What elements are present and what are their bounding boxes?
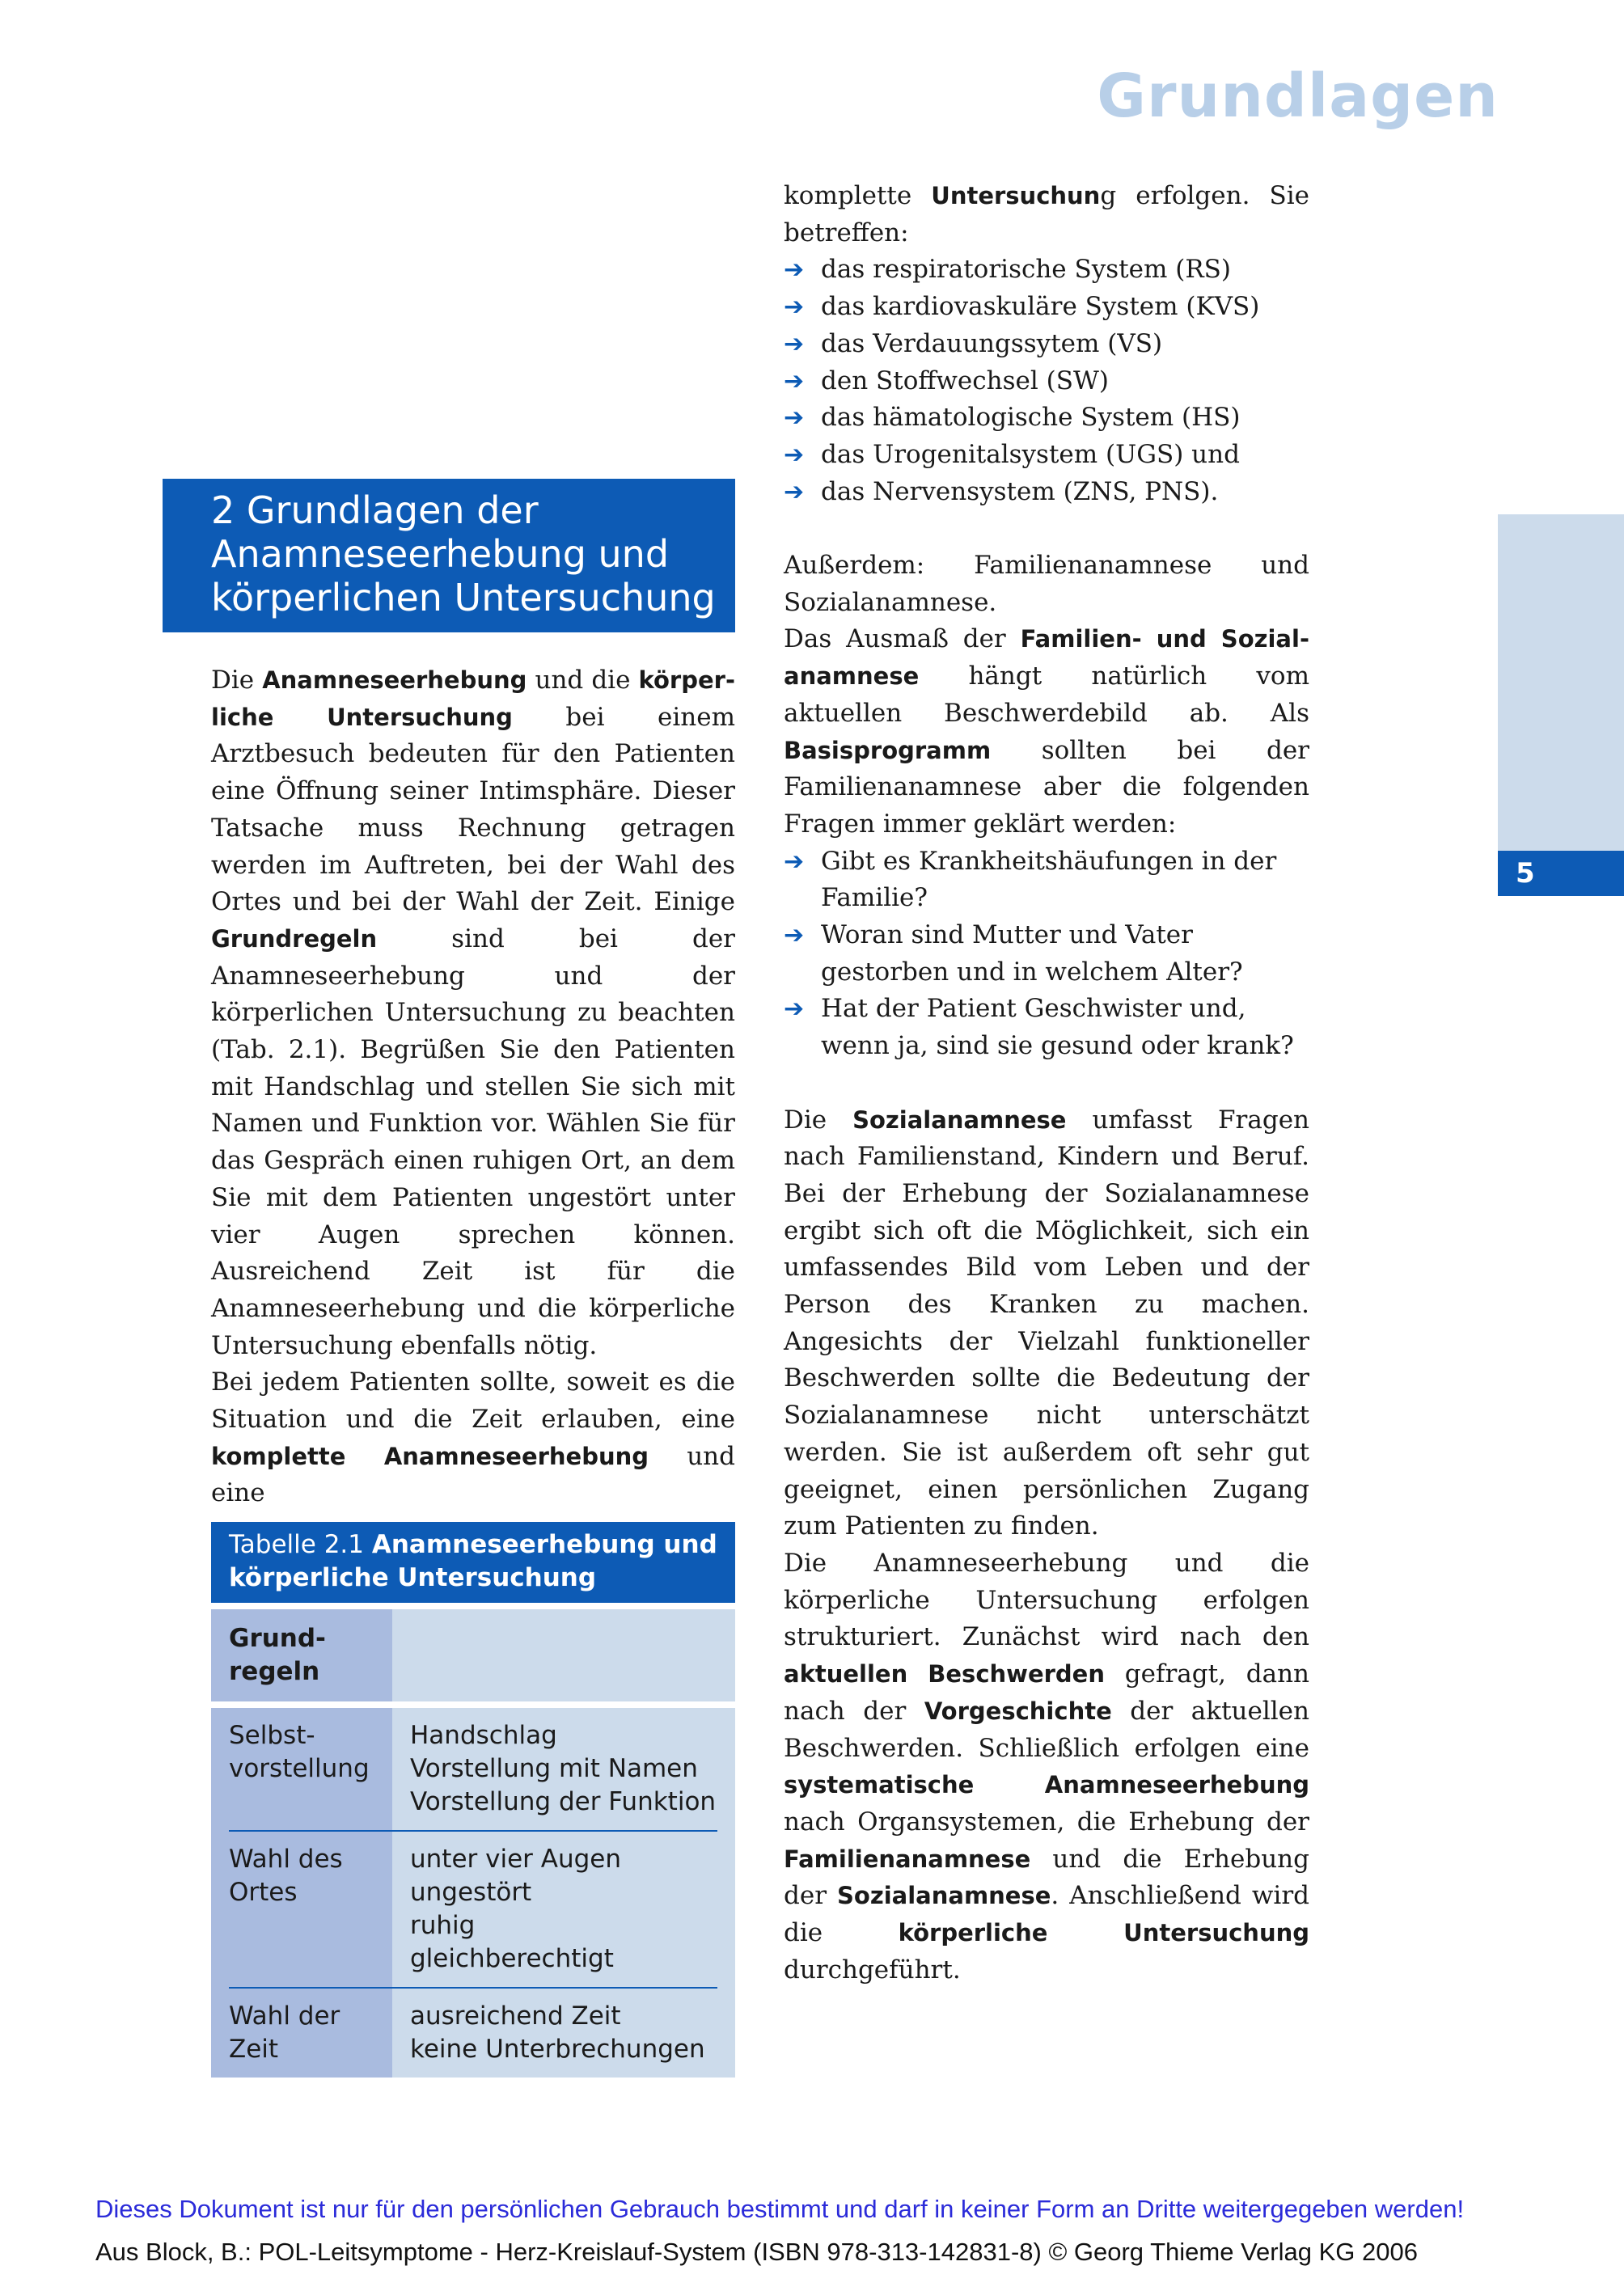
list-item: ➔ das Urogenitalsystem (UGS) und xyxy=(784,437,1309,474)
table-cell-item: unter vier Augen xyxy=(410,1845,622,1874)
arrow-right-icon: ➔ xyxy=(784,293,805,322)
left-column xyxy=(211,662,735,1512)
intro-paragraph: Die Anamneseerhebung und die körper-liche Untersuchung bei einem Arztbesuch bedeuten für den Patienten eine Öffnung seiner Intimsphäre. Dieser Tatsache muss Rechnung getragen werden im Auftreten, bei der Wahl des Ortes und bei der Wahl der Zeit. Einige Grundregeln sind bei der Anamneseerhebung und der körperlichen Untersuchung zu beachten (Tab. 2.1). Begrüßen Sie den Patienten mit Handschlag und stellen Sie sich mit Namen und Funktion vor. Wählen Sie für das Gespräch einen ruhigen Ort, an dem Sie mit dem Patienten ungestört unter vier Augen sprechen können. Ausreichend Zeit ist für die Anamneseerhebung und die körperliche Untersuchung ebenfalls nötig. xyxy=(211,666,735,1360)
footer-source: Aus Block, B.: POL-Leitsymptome - Herz-Kreislauf-System (ISBN 978-313-142831-8) © Georg Thieme Verlag KG 2006 xyxy=(95,2238,1418,2266)
list-item: ➔ das hämatologische System (HS) xyxy=(784,399,1309,437)
arrow-right-icon: ➔ xyxy=(784,329,805,358)
family-social-paragraph: Das Ausmaß der Familien- und Sozial-anamnese hängt natürlich vom aktuellen Beschwerdebild ab. Als Basisprogramm sollten bei der Familienanamnese aber die folgenden Fragen immer geklärt werden: xyxy=(784,624,1309,839)
chapter-title-line: körperlichen Untersuchung xyxy=(211,576,716,619)
list-item: ➔ das kardiovaskuläre System (KVS) xyxy=(784,289,1309,326)
list-item: ➔ Gibt es Krankheitshäufungen in der Familie? xyxy=(784,843,1309,917)
family-questions-list xyxy=(784,843,1309,1065)
table-caption: Tabelle 2.1 Anamneseerhebung und körperliche Untersuchung xyxy=(211,1522,735,1603)
table-cell-item: ausreichend Zeit xyxy=(410,2001,621,2031)
arrow-right-icon: ➔ xyxy=(784,404,805,433)
chapter-heading xyxy=(163,479,735,632)
continuation-paragraph: komplette Untersuchung erfolgen. Sie betreffen: xyxy=(784,181,1309,247)
list-item: ➔ Hat der Patient Geschwister und, wenn ja, sind sie gesund oder krank? xyxy=(784,991,1309,1064)
list-item: ➔ Woran sind Mutter und Vater gestorben und in welchem Alter? xyxy=(784,917,1309,991)
table-row xyxy=(211,1989,735,2078)
table-cell-item: Handschlag xyxy=(410,1721,557,1750)
chapter-title-line: Anamneseerhebung und xyxy=(211,532,670,576)
arrow-right-icon: ➔ xyxy=(784,847,805,876)
page-number: 5 xyxy=(1498,851,1624,896)
table-row-label: Wahl des Ortes xyxy=(211,1832,392,1987)
chapter-side-tab xyxy=(1498,514,1624,851)
arrow-right-icon: ➔ xyxy=(784,995,805,1024)
right-column xyxy=(784,178,1309,1989)
table-cell-item: Vorstellung der Funktion xyxy=(410,1787,717,1816)
rules-table xyxy=(211,1522,735,2078)
table-row-label: Selbst-vorstellung xyxy=(211,1708,392,1830)
table-header-row xyxy=(211,1609,735,1701)
arrow-right-icon: ➔ xyxy=(784,366,805,395)
table-cell-item: ruhig xyxy=(410,1911,476,1940)
arrow-right-icon: ➔ xyxy=(784,256,805,285)
table-cell-item: Vorstellung mit Namen xyxy=(410,1754,698,1783)
table-cell-item: keine Unterbrechungen xyxy=(410,2035,705,2064)
table-row xyxy=(211,1708,735,1830)
arrow-right-icon: ➔ xyxy=(784,477,805,506)
list-item: ➔ den Stoffwechsel (SW) xyxy=(784,363,1309,400)
list-item: ➔ das respiratorische System (RS) xyxy=(784,252,1309,289)
structure-paragraph: Die Anamneseerhebung und die körperliche Untersuchung erfolgen strukturiert. Zunächst wird nach den aktuellen Beschwerden gefragt, dann nach der Vorgeschichte der aktuellen Beschwerden. Schließlich erfolgen eine systematische Anamneseerhebung nach Organsystemen, die Erhebung der Familienanamnese und die Erhebung der Sozialanamnese. Anschließend wird die körperliche Untersuchung durchgeführt. xyxy=(784,1548,1310,1985)
table-row xyxy=(211,1832,735,1987)
footer-warning: Dieses Dokument ist nur für den persönlichen Gebrauch bestimmt und darf in keiner Form an Dritte weitergegeben werden! xyxy=(95,2195,1465,2223)
arrow-right-icon: ➔ xyxy=(784,921,805,950)
list-item: ➔ das Verdauungssytem (VS) xyxy=(784,326,1309,363)
arrow-right-icon: ➔ xyxy=(784,440,805,469)
additionally-paragraph: Außerdem: Familienanamnese und Sozialanamnese. xyxy=(784,551,1309,617)
running-head: Grundlagen xyxy=(1097,61,1499,131)
table-header-cell: Grund-regeln xyxy=(211,1609,392,1701)
organ-systems-list xyxy=(784,252,1309,510)
list-item: ➔ das Nervensystem (ZNS, PNS). xyxy=(784,474,1309,511)
complete-anamnesis-paragraph: Bei jedem Patienten sollte, soweit es die Situation und die Zeit erlauben, eine komplette Anamneseerhebung und eine xyxy=(211,1367,735,1508)
chapter-title-line: 2 Grundlagen der xyxy=(211,488,539,532)
table-row-label: Wahl der Zeit xyxy=(211,1989,392,2078)
table-cell-item: ungestört xyxy=(410,1878,532,1907)
social-anamnesis-paragraph: Die Sozialanamnese umfasst Fragen nach Familienstand, Kindern und Beruf. Bei der Erhebung der Sozialanamnese ergibt sich oft die Möglichkeit, sich ein umfassendes Bild vom Leben und der Person des Kranken zu machen. Angesichts der Vielzahl funktioneller Beschwerden sollte die Bedeutung der Sozialanamnese nicht unterschätzt werden. Sie ist außerdem oft sehr gut geeignet, einen persönlichen Zugang zum Patienten zu finden. xyxy=(784,1105,1309,1541)
table-cell-item: gleichberechtigt xyxy=(410,1944,614,1973)
